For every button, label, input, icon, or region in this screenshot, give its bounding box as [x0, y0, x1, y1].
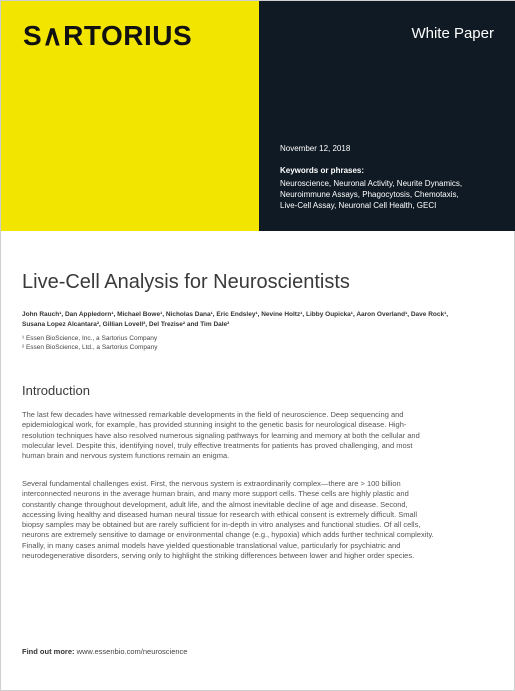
document-type-label: White Paper	[411, 25, 494, 42]
footer	[22, 647, 187, 656]
paragraph-line: neurodegenerative disorders, serving only to highlight the striking differences between lower and higher order species.	[22, 551, 415, 561]
section-heading: Introduction	[22, 383, 90, 398]
authors-line: Susana Lopez Alcantara², Gillian Lovell², Del Trezise² and Tim Dale²	[22, 321, 230, 328]
affiliation-item: ¹ Essen BioScience, Inc., a Sartorius Company	[22, 335, 158, 342]
footer-link[interactable]: www.essenbio.com/neuroscience	[76, 647, 188, 656]
keywords-line: Live-Cell Assay, Neuronal Cell Health, GECI	[280, 201, 437, 210]
intro-paragraph-2	[22, 479, 492, 561]
sartorius-logo: S∧RTORIUS	[23, 20, 193, 51]
affiliation-item: ² Essen BioScience, Ltd., a Sartorius Company	[22, 344, 158, 351]
paragraph-line: Finally, in many cases animal models have yielded questionable translational value, particularly for psychiatric and	[22, 540, 401, 550]
paragraph-line: biopsy samples may be obtained but are rarely sufficient for in-depth in vitro analyses and functional studies. Of all cells,	[22, 520, 421, 530]
paragraph-line: constantly change throughout development, adult life, and the almost inevitable decline of age and disease. Second,	[22, 499, 408, 509]
footer-label: Find out more:	[22, 647, 75, 656]
brand-panel	[1, 1, 259, 231]
paragraph-line: epidemiological work, for example, has provided stunning insight to the genetic basis for neurological disease. High-	[22, 420, 407, 430]
publication-date: November 12, 2018	[280, 144, 351, 153]
keywords-label: Keywords or phrases:	[280, 166, 365, 175]
keywords-line: Neuroimmune Assays, Phagocytosis, Chemotaxis,	[280, 190, 459, 199]
author-list	[22, 310, 492, 330]
paragraph-line: Several fundamental challenges exist. First, the nervous system is extraordinarily complex—there are > 100 billion	[22, 479, 401, 488]
paragraph-line: human brain and nervous system functions remain an enigma.	[22, 451, 230, 461]
authors-line: John Rauch¹, Dan Appledorn¹, Michael Bowe¹, Nicholas Dana¹, Eric Endsley¹, Nevine Holtz¹, Libby Oupicka¹, Aaron Overland¹, Dave Rock¹,	[22, 311, 449, 318]
paragraph-line: interconnected neurons in the average human brain, and many more support cells. These cells are highly plastic and	[22, 489, 409, 499]
paragraph-line: accessing living healthy and diseased human neural tissue for research with ethical consent is extremely difficult. Small	[22, 509, 418, 519]
affiliations	[22, 334, 157, 352]
document-title: Live-Cell Analysis for Neuroscientists	[22, 271, 350, 293]
keywords-line: Neuroscience, Neuronal Activity, Neurite Dynamics,	[280, 179, 463, 188]
paragraph-line: resolution techniques have also resolved numerous signaling pathways for learning and memory at both the cellular and	[22, 430, 420, 440]
paragraph-line: molecular level. Despite this, identifying novel, truly effective treatments for patients has proved challenging, and most	[22, 440, 413, 450]
paragraph-line: neurons are extremely sensitive to damage or environmental change (e.g., hypoxia) which adds further technical complexity.	[22, 530, 434, 540]
paragraph-line: The last few decades have witnessed remarkable developments in the field of neuroscience. Deep sequencing and	[22, 410, 404, 419]
keywords-list	[280, 178, 510, 211]
intro-paragraph-1	[22, 410, 492, 461]
info-panel	[259, 1, 515, 231]
